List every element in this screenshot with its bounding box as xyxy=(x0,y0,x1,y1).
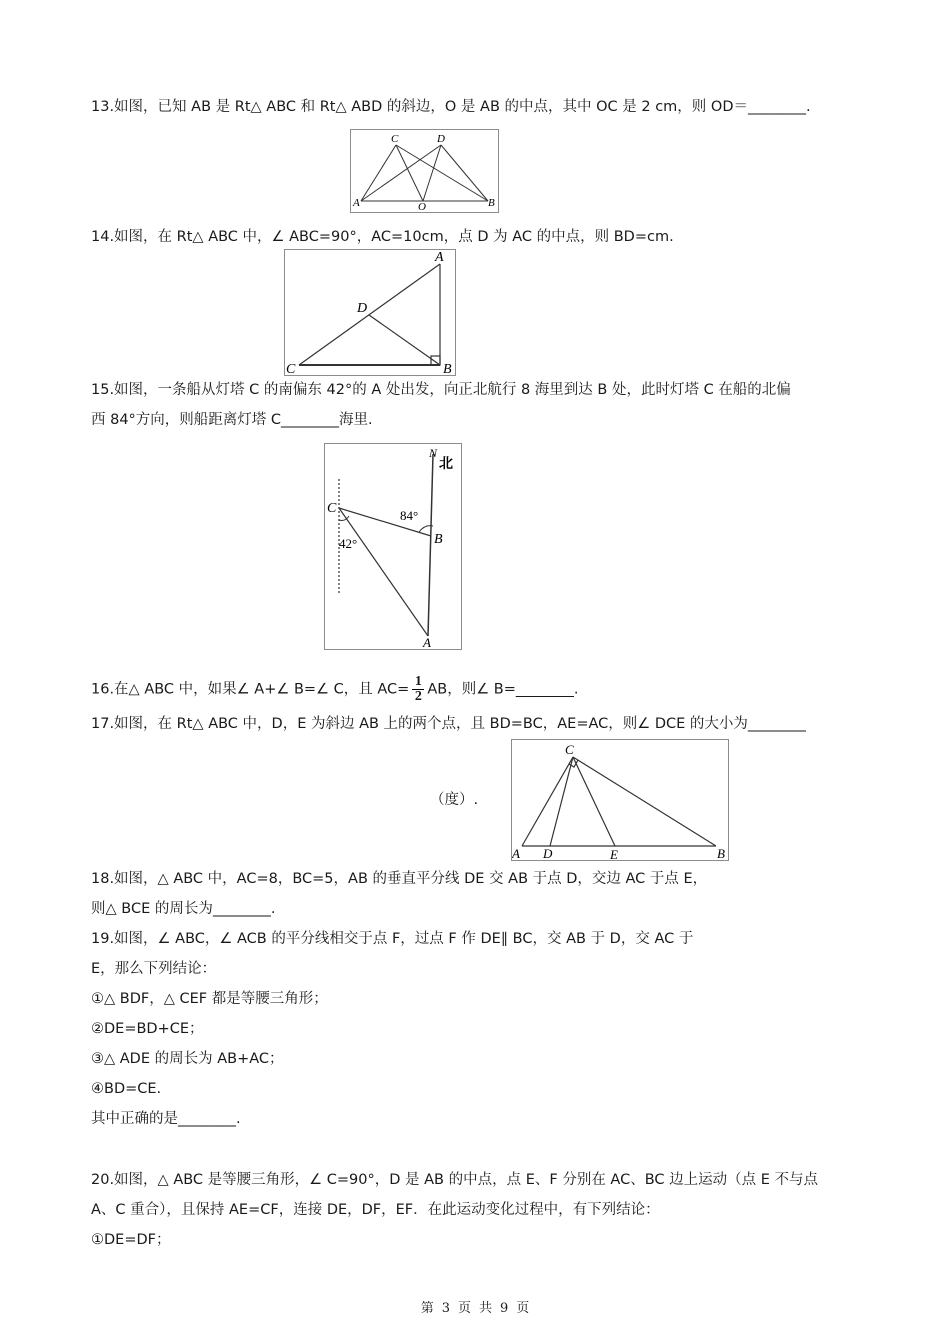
q19-text-line2: E，那么下列结论： xyxy=(91,961,217,977)
q13-text: 13.如图，已知 AB 是 Rt△ ABC 和 Rt△ ABD 的斜边，O 是 AB 的中点，其中 OC 是 2 cm，则 OD＝________. xyxy=(91,99,811,115)
q15-label-n: N xyxy=(429,446,438,460)
q15-label-c: C xyxy=(327,501,337,516)
q15-text-line1: 15.如图，一条船从灯塔 C 的南偏东 42°的 A 处出发，向正北航行 8 海里到达 B 处，此时灯塔 C 在船的北偏 xyxy=(91,382,791,398)
q19-conclusion: 其中正确的是________. xyxy=(91,1111,241,1127)
q16-frac-numerator: 1 xyxy=(414,674,422,689)
q14-label-d: D xyxy=(357,301,368,316)
q17-label-a: A xyxy=(512,846,520,860)
q17-text-line2: （度）. xyxy=(430,792,479,808)
q15-label-a: A xyxy=(423,635,431,649)
q17-label-d: D xyxy=(543,846,553,860)
q17-label-b: B xyxy=(717,846,725,860)
footer-total-pages: 9 xyxy=(500,1301,509,1316)
q17-label-c: C xyxy=(565,742,574,757)
q16-text-after: AB，则∠ B=________. xyxy=(427,681,579,698)
q15-figure xyxy=(324,443,462,650)
footer-text: 共 xyxy=(479,1301,493,1316)
q19-item-2: ②DE=BD+CE； xyxy=(91,1021,204,1037)
q19-item-1: ①△ BDF，△ CEF 都是等腰三角形； xyxy=(91,991,328,1007)
q20-text-line1: 20.如图，△ ABC 是等腰三角形，∠ C=90°，D 是 AB 的中点，点 E、F 分别在 AC、BC 边上运动（点 E 不与点 xyxy=(91,1172,819,1188)
q16-text-before: 16.在△ ABC 中，如果∠ A+∠ B=∠ C，且 AC= xyxy=(91,681,410,698)
q16-frac-denominator: 2 xyxy=(414,689,422,704)
q14-label-b: B xyxy=(443,362,452,375)
q19-item-3: ③△ ADE 的周长为 AB+AC； xyxy=(91,1051,284,1067)
q19-text-line1: 19.如图，∠ ABC，∠ ACB 的平分线相交于点 F，过点 F 作 DE∥ BC，交 AB 于 D，交 AC 于 xyxy=(91,931,694,947)
q18-text-line1: 18.如图，△ ABC 中，AC=8，BC=5，AB 的垂直平分线 DE 交 AB 于点 D，交边 AC 于点 E， xyxy=(91,871,708,887)
q13-label-c: C xyxy=(391,133,399,145)
q17-figure xyxy=(511,739,729,861)
q15-angle-84: 84° xyxy=(400,508,419,523)
q14-text: 14.如图，在 Rt△ ABC 中，∠ ABC=90°，AC=10cm，点 D 为 AC 的中点，则 BD=cm. xyxy=(91,229,674,245)
q19-item-4: ④BD=CE. xyxy=(91,1081,162,1097)
q14-label-a: A xyxy=(435,250,444,265)
page-footer xyxy=(0,1297,950,1316)
q14-figure xyxy=(284,249,456,376)
q14-label-c: C xyxy=(286,362,296,375)
q13-label-o: O xyxy=(418,201,426,212)
footer-text: 页 xyxy=(457,1301,471,1316)
footer-page-number: 3 xyxy=(441,1301,450,1316)
q13-label-d: D xyxy=(437,133,445,145)
q17-text-line1: 17.如图，在 Rt△ ABC 中，D，E 为斜边 AB 上的两个点，且 BD=BC，AE=AC，则∠ DCE 的大小为________ xyxy=(91,716,806,732)
q15-label-b: B xyxy=(434,532,443,547)
q18-text-line2: 则△ BCE 的周长为________. xyxy=(91,901,276,917)
footer-text: 页 xyxy=(516,1301,530,1316)
q17-label-e: E xyxy=(610,847,618,860)
footer-text: 第 xyxy=(420,1301,434,1316)
q16-text xyxy=(91,675,579,704)
q15-angle-42: 42° xyxy=(339,536,358,551)
q20-text-line2: A、C 重合），且保持 AE=CF，连接 DE，DF，EF．在此运动变化过程中，有下列结论： xyxy=(91,1202,660,1218)
q13-label-b: B xyxy=(488,197,495,209)
q13-figure xyxy=(350,129,499,213)
q13-label-a: A xyxy=(353,197,360,209)
q16-fraction xyxy=(412,675,424,704)
q20-item-1: ①DE=DF； xyxy=(91,1232,171,1248)
q15-text-line2: 西 84°方向，则船距离灯塔 C________海里. xyxy=(91,412,373,428)
q15-label-north: 北 xyxy=(439,456,453,472)
